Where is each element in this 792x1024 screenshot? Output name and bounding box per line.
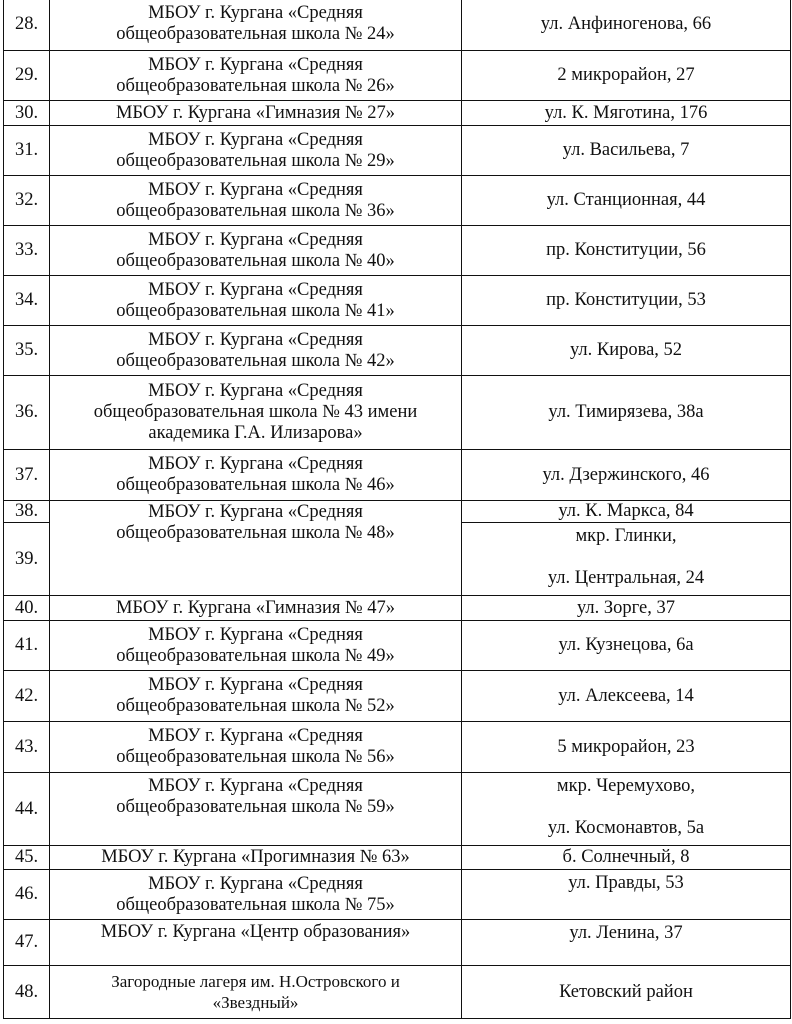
row-number: 48. [4,966,50,1019]
row-number: 47. [4,920,50,966]
institution-address: ул. Кузнецова, 6а [462,621,791,671]
institution-address: ул. Алексеева, 14 [462,671,791,722]
institution-address: ул. К. Маркса, 84 [462,501,791,523]
institution-name: МБОУ г. Кургана «Средняя общеобразовательная школа № 29» [50,126,462,176]
row-number: 33. [4,226,50,276]
institution-address: Кетовский район [462,966,791,1019]
table-row [4,846,791,870]
row-number: 42. [4,671,50,722]
row-number: 38. [4,501,50,523]
table-row [4,101,791,126]
institutions-table [3,0,791,1019]
row-number: 39. [4,523,50,596]
institution-name: МБОУ г. Кургана «Средняя общеобразовательная школа № 75» [50,870,462,920]
institution-name: МБОУ г. Кургана «Средняя общеобразовательная школа № 46» [50,450,462,501]
table-row [4,870,791,920]
table-row [4,0,791,51]
table-row [4,276,791,326]
institution-address: мкр. Черемухово, ул. Космонавтов, 5а [462,773,791,846]
table-row [4,671,791,722]
row-number: 46. [4,870,50,920]
table-row [4,501,791,523]
institution-address: ул. К. Мяготина, 176 [462,101,791,126]
table-row [4,621,791,671]
institution-name: МБОУ г. Кургана «Средняя общеобразовательная школа № 36» [50,176,462,226]
institution-address: 2 микрорайон, 27 [462,51,791,101]
row-number: 43. [4,722,50,773]
institution-name: МБОУ г. Кургана «Средняя общеобразовательная школа № 52» [50,671,462,722]
row-number: 44. [4,773,50,846]
institution-address: ул. Правды, 53 [462,870,791,920]
institution-address: ул. Станционная, 44 [462,176,791,226]
institution-name: МБОУ г. Кургана «Прогимназия № 63» [50,846,462,870]
row-number: 40. [4,596,50,621]
institution-address: ул. Васильева, 7 [462,126,791,176]
table-row [4,966,791,1019]
institution-address: 5 микрорайон, 23 [462,722,791,773]
table-row [4,176,791,226]
row-number: 37. [4,450,50,501]
table-row [4,722,791,773]
institution-name: МБОУ г. Кургана «Средняя общеобразовательная школа № 24» [50,0,462,51]
table-row [4,51,791,101]
institution-name: МБОУ г. Кургана «Средняя общеобразовательная школа № 40» [50,226,462,276]
institution-name: МБОУ г. Кургана «Гимназия № 27» [50,101,462,126]
row-number: 32. [4,176,50,226]
institution-address: б. Солнечный, 8 [462,846,791,870]
row-number: 29. [4,51,50,101]
row-number: 35. [4,326,50,376]
table-row [4,773,791,846]
institution-address: ул. Дзержинского, 46 [462,450,791,501]
institution-name: МБОУ г. Кургана «Средняя общеобразовательная школа № 41» [50,276,462,326]
institution-address: пр. Конституции, 53 [462,276,791,326]
institution-name: МБОУ г. Кургана «Средняя общеобразовательная школа № 42» [50,326,462,376]
row-number: 41. [4,621,50,671]
institution-name: МБОУ г. Кургана «Центр образования» [50,920,462,966]
table-row [4,450,791,501]
institution-address: ул. Кирова, 52 [462,326,791,376]
institution-name: МБОУ г. Кургана «Средняя общеобразовательная школа № 59» [50,773,462,846]
table-row [4,920,791,966]
row-number: 28. [4,0,50,51]
row-number: 31. [4,126,50,176]
institution-name: МБОУ г. Кургана «Гимназия № 47» [50,596,462,621]
row-number: 45. [4,846,50,870]
institution-name: МБОУ г. Кургана «Средняя общеобразовательная школа № 43 имени академика Г.А. Илизарова» [50,376,462,450]
institution-address: пр. Конституции, 56 [462,226,791,276]
institution-address: ул. Зорге, 37 [462,596,791,621]
row-number: 36. [4,376,50,450]
institution-address: ул. Тимирязева, 38а [462,376,791,450]
institution-name: Загородные лагеря им. Н.Островского и «Звездный» [50,966,462,1019]
institution-address: мкр. Глинки, ул. Центральная, 24 [462,523,791,596]
institution-name: МБОУ г. Кургана «Средняя общеобразовательная школа № 26» [50,51,462,101]
institution-address: ул. Анфиногенова, 66 [462,0,791,51]
table-row [4,126,791,176]
table-row [4,376,791,450]
row-number: 30. [4,101,50,126]
institution-name: МБОУ г. Кургана «Средняя общеобразовательная школа № 49» [50,621,462,671]
table-row [4,326,791,376]
table-row [4,596,791,621]
row-number: 34. [4,276,50,326]
table-row [4,226,791,276]
institution-address: ул. Ленина, 37 [462,920,791,966]
institution-name: МБОУ г. Кургана «Средняя общеобразовательная школа № 48» [50,501,462,596]
institution-name: МБОУ г. Кургана «Средняя общеобразовательная школа № 56» [50,722,462,773]
